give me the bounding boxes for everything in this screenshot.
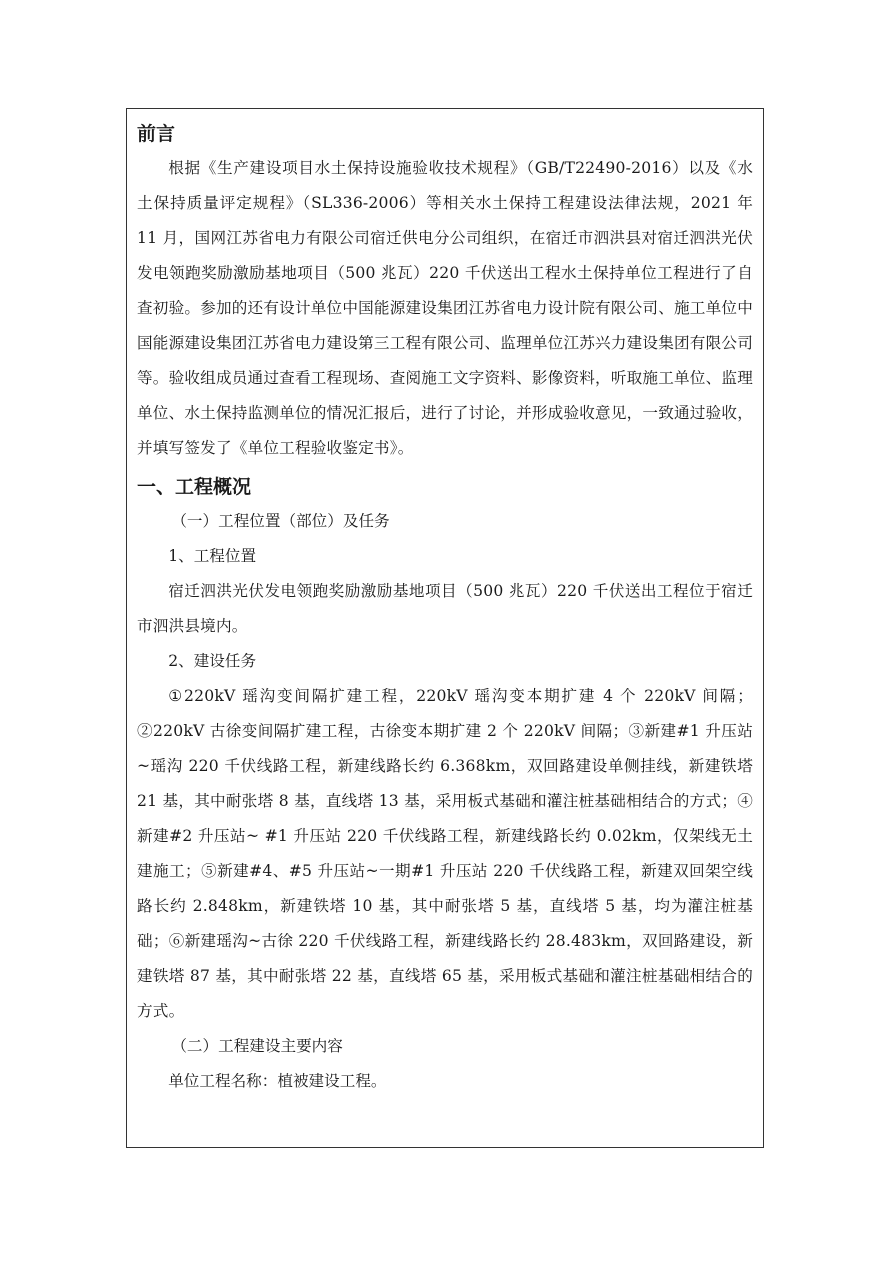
document-body bbox=[137, 117, 753, 1099]
item-task-text: ①220kV 瑶沟变间隔扩建工程，220kV 瑶沟变本期扩建 4 个 220kV 间隔；②220kV 古徐变间隔扩建工程，古徐变本期扩建 2 个 220kV 间隔；③新建#1 升压站~瑶沟 220 千伏线路工程，新建线路长约 6.368km，双回路建设单侧挂线，新建铁塔 21 基，其中耐张塔 8 基，直线塔 13 基，采用板式基础和灌注桩基础相结合的方式；④新建#2 升压站~ #1 升压站 220 千伏线路工程，新建线路长约 0.02km，仅架线无土建施工；⑤新建#4、#5 升压站~一期#1 升压站 220 千伏线路工程，新建双回架空线路长约 2.848km，新建铁塔 10 基，其中耐张塔 5 基，直线塔 5 基，均为灌注桩基础；⑥新建瑶沟~古徐 220 千伏线路工程，新建线路长约 28.483km，双回路建设，新建铁塔 87 基，其中耐张塔 22 基，直线塔 65 基，采用板式基础和灌注桩基础相结合的方式。 bbox=[137, 687, 753, 1020]
document-frame bbox=[126, 108, 764, 1148]
preface-heading: 前言 bbox=[137, 123, 176, 145]
section-heading-overview: 一、工程概况 bbox=[137, 476, 252, 498]
item-task-title: 2、建设任务 bbox=[168, 652, 257, 670]
subsection-main-content: （二）工程建设主要内容 bbox=[171, 1037, 343, 1055]
item-location-text: 宿迁泗洪光伏发电领跑奖励激励基地项目（500 兆瓦）220 千伏送出工程位于宿迁市泗洪县境内。 bbox=[137, 582, 753, 635]
subsection-location-task: （一）工程位置（部位）及任务 bbox=[171, 512, 390, 530]
preface-paragraph: 根据《生产建设项目水土保持设施验收技术规程》（GB/T22490-2016）以及《水土保持质量评定规程》（SL336-2006）等相关水土保持工程建设法律法规，2021 年 11 月，国网江苏省电力有限公司宿迁供电分公司组织，在宿迁市泗洪县对宿迁泗洪光伏发电领跑奖励激励基地项目（500 兆瓦）220 千伏送出工程水土保持单位工程进行了自查初验。参加的还有设计单位中国能源建设集团江苏省电力设计院有限公司、施工单位中国能源建设集团江苏省电力建设第三工程有限公司、监理单位江苏兴力建设集团有限公司等。验收组成员通过查看工程现场、查阅施工文字资料、影像资料，听取施工单位、监理单位、水土保持监测单位的情况汇报后，进行了讨论，并形成验收意见，一致通过验收，并填写签发了《单位工程验收鉴定书》。 bbox=[137, 159, 753, 457]
unit-project-name: 单位工程名称：植被建设工程。 bbox=[168, 1072, 387, 1090]
item-location-title: 1、工程位置 bbox=[168, 547, 257, 565]
